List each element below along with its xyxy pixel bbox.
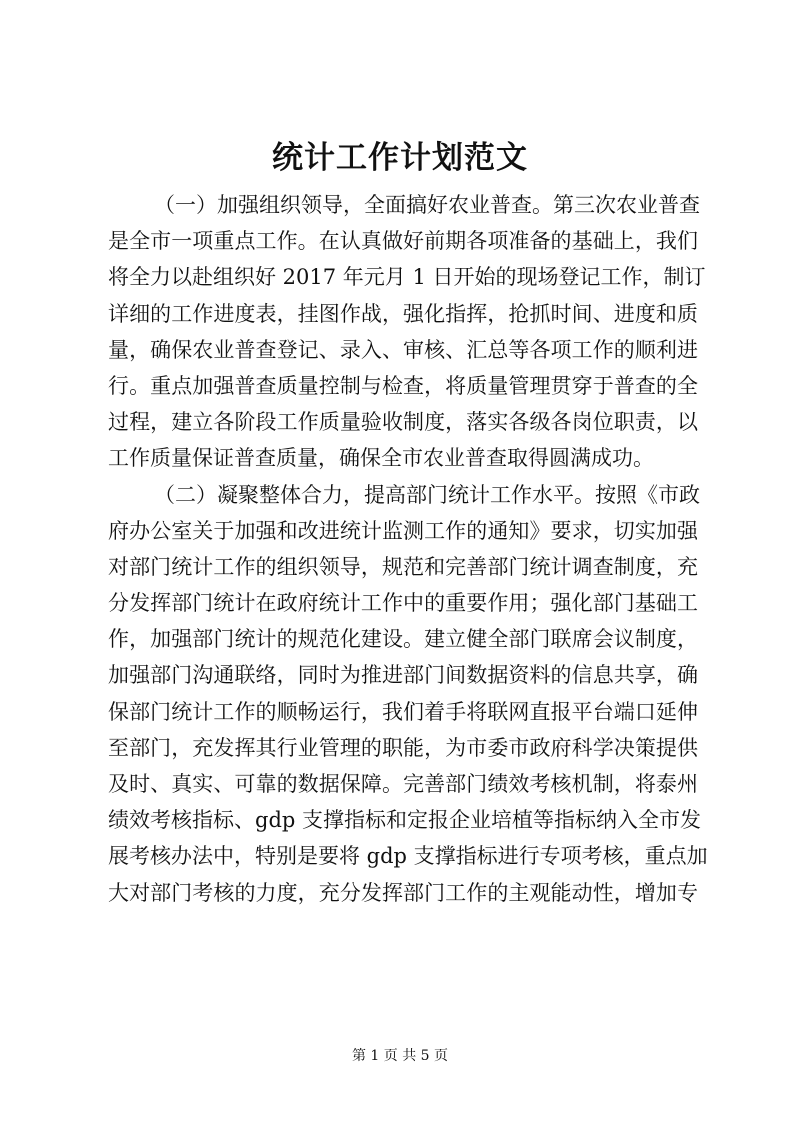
paragraph-1-line-3: 将全力以赴组织好 2017 年元月 1 日开始的现场登记工作，制订 (108, 265, 706, 290)
paragraph-2-line-10: 绩效考核指标、gdp 支撑指标和定报企业培植等指标纳入全市发 (108, 808, 702, 833)
paragraph-2-line-5: 作，加强部门统计的规范化建设。建立健全部门联席会议制度， (108, 627, 698, 652)
paragraph-2-line-12: 大对部门考核的力度，充分发挥部门工作的主观能动性，增加专 (108, 880, 698, 905)
paragraph-2-line-3: 对部门统计工作的组织领导，规范和完善部门统计调查制度，充 (108, 554, 698, 579)
paragraph-1-line-2: 是全市一项重点工作。在认真做好前期各项准备的基础上，我们 (108, 229, 698, 254)
paragraph-2-line-1: （二）凝聚整体合力，提高部门统计工作水平。按照《市政 (154, 482, 700, 507)
paragraph-2-line-9: 及时、真实、可靠的数据保障。完善部门绩效考核机制，将泰州 (108, 772, 698, 796)
paragraph-1-line-7: 过程，建立各阶段工作质量验收制度，落实各级各岗位职责，以 (108, 410, 698, 435)
document-body (108, 187, 708, 911)
paragraph-1-line-8: 工作质量保证普查质量，确保全市农业普查取得圆满成功。 (108, 446, 654, 471)
paragraph-1-line-5: 量，确保农业普查登记、录入、审核、汇总等各项工作的顺利进 (108, 337, 698, 362)
paragraph-2-line-11: 展考核办法中，特别是要将 gdp 支撑指标进行专项考核，重点加 (108, 844, 708, 869)
paragraph-1-line-4: 详细的工作进度表，挂图作战，强化指挥，抢抓时间、进度和质 (108, 301, 698, 326)
page-footer: 第 1 页 共 5 页 (351, 1048, 449, 1064)
paragraph-2-line-2: 府办公室关于加强和改进统计监测工作的通知》要求，切实加强 (108, 518, 698, 543)
paragraph-1-line-6: 行。重点加强普查质量控制与检查，将质量管理贯穿于普查的全 (108, 373, 698, 398)
paragraph-2-line-4: 分发挥部门统计在政府统计工作中的重要作用；强化部门基础工 (108, 591, 698, 616)
paragraph-2-line-7: 保部门统计工作的顺畅运行，我们着手将联网直报平台端口延伸 (108, 699, 698, 724)
document-title: 统计工作计划范文 (272, 140, 528, 176)
paragraph-2-line-8: 至部门，充发挥其行业管理的职能，为市委市政府科学决策提供 (108, 735, 698, 760)
paragraph-2-line-6: 加强部门沟通联络，同时为推进部门间数据资料的信息共享，确 (108, 663, 698, 688)
paragraph-1-line-1: （一）加强组织领导，全面搞好农业普查。第三次农业普查 (154, 193, 700, 217)
